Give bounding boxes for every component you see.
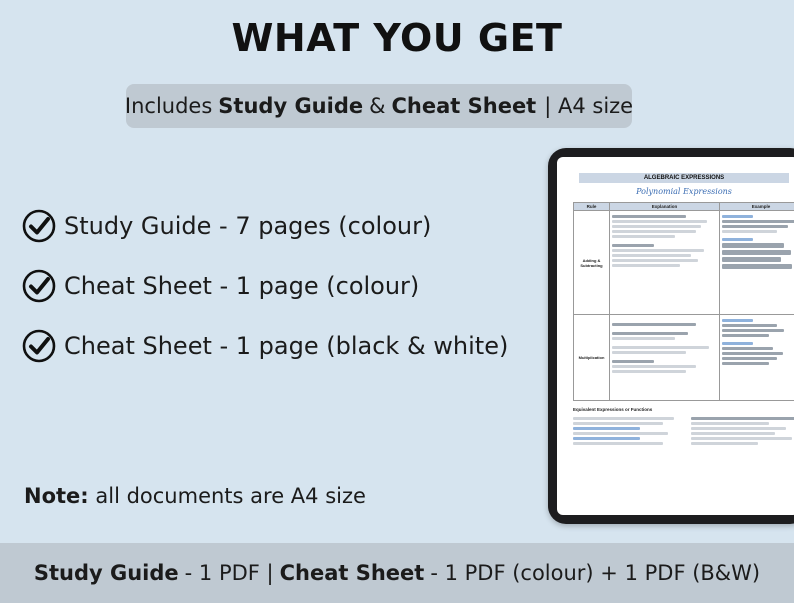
feature-item [22, 196, 508, 256]
preview-doc-title: ALGEBRAIC EXPRESSIONS [579, 173, 789, 183]
preview-col-example: Example [720, 203, 794, 211]
preview-example-cell [720, 315, 794, 401]
footer-study-guide: Study Guide [33, 561, 179, 585]
preview-lower-title: Equivalent Expressions or Functions [573, 407, 653, 412]
footer-study-guide-text: - 1 PDF | [184, 561, 274, 585]
includes-prefix: Includes [124, 94, 213, 118]
feature-item [22, 316, 508, 376]
check-circle-icon [22, 209, 56, 243]
includes-cheat-sheet: Cheat Sheet [391, 94, 537, 118]
includes-banner [126, 84, 632, 128]
preview-lower-section [573, 407, 794, 447]
tablet-preview [548, 148, 794, 524]
includes-study-guide: Study Guide [218, 94, 364, 118]
preview-table-row [574, 315, 794, 401]
preview-explanation-cell [610, 211, 720, 315]
feature-list [22, 196, 508, 376]
preview-lower-col [691, 415, 794, 447]
note-text: all documents are A4 size [95, 484, 366, 508]
preview-lower-col [573, 415, 685, 447]
feature-label: Cheat Sheet - 1 page (black & white) [64, 332, 509, 360]
check-circle-icon [22, 269, 56, 303]
preview-rule-cell: Multiplication [574, 315, 610, 401]
tablet-screen [557, 157, 794, 515]
preview-rule-cell: Adding & Subtracting [574, 211, 610, 315]
preview-lower-grid [573, 415, 794, 447]
feature-label: Study Guide - 7 pages (colour) [64, 212, 432, 240]
includes-suffix: | A4 size [544, 94, 634, 118]
includes-amp: & [369, 94, 386, 118]
feature-item [22, 256, 508, 316]
note-label: Note: [24, 484, 89, 508]
preview-col-rule: Rule [574, 203, 610, 211]
preview-table-header [574, 203, 794, 211]
page-title: WHAT YOU GET [231, 16, 563, 60]
preview-table-row [574, 211, 794, 315]
preview-table [573, 202, 794, 401]
feature-label: Cheat Sheet - 1 page (colour) [64, 272, 420, 300]
preview-doc-subtitle: Polynomial Expressions [636, 187, 732, 196]
preview-explanation-cell [610, 315, 720, 401]
footer-band [0, 543, 794, 603]
preview-example-cell [720, 211, 794, 315]
footer-cheat-sheet-text: - 1 PDF (colour) + 1 PDF (B&W) [430, 561, 761, 585]
note [24, 484, 366, 508]
footer-cheat-sheet: Cheat Sheet [279, 561, 425, 585]
check-circle-icon [22, 329, 56, 363]
preview-col-explanation: Explanation [610, 203, 720, 211]
